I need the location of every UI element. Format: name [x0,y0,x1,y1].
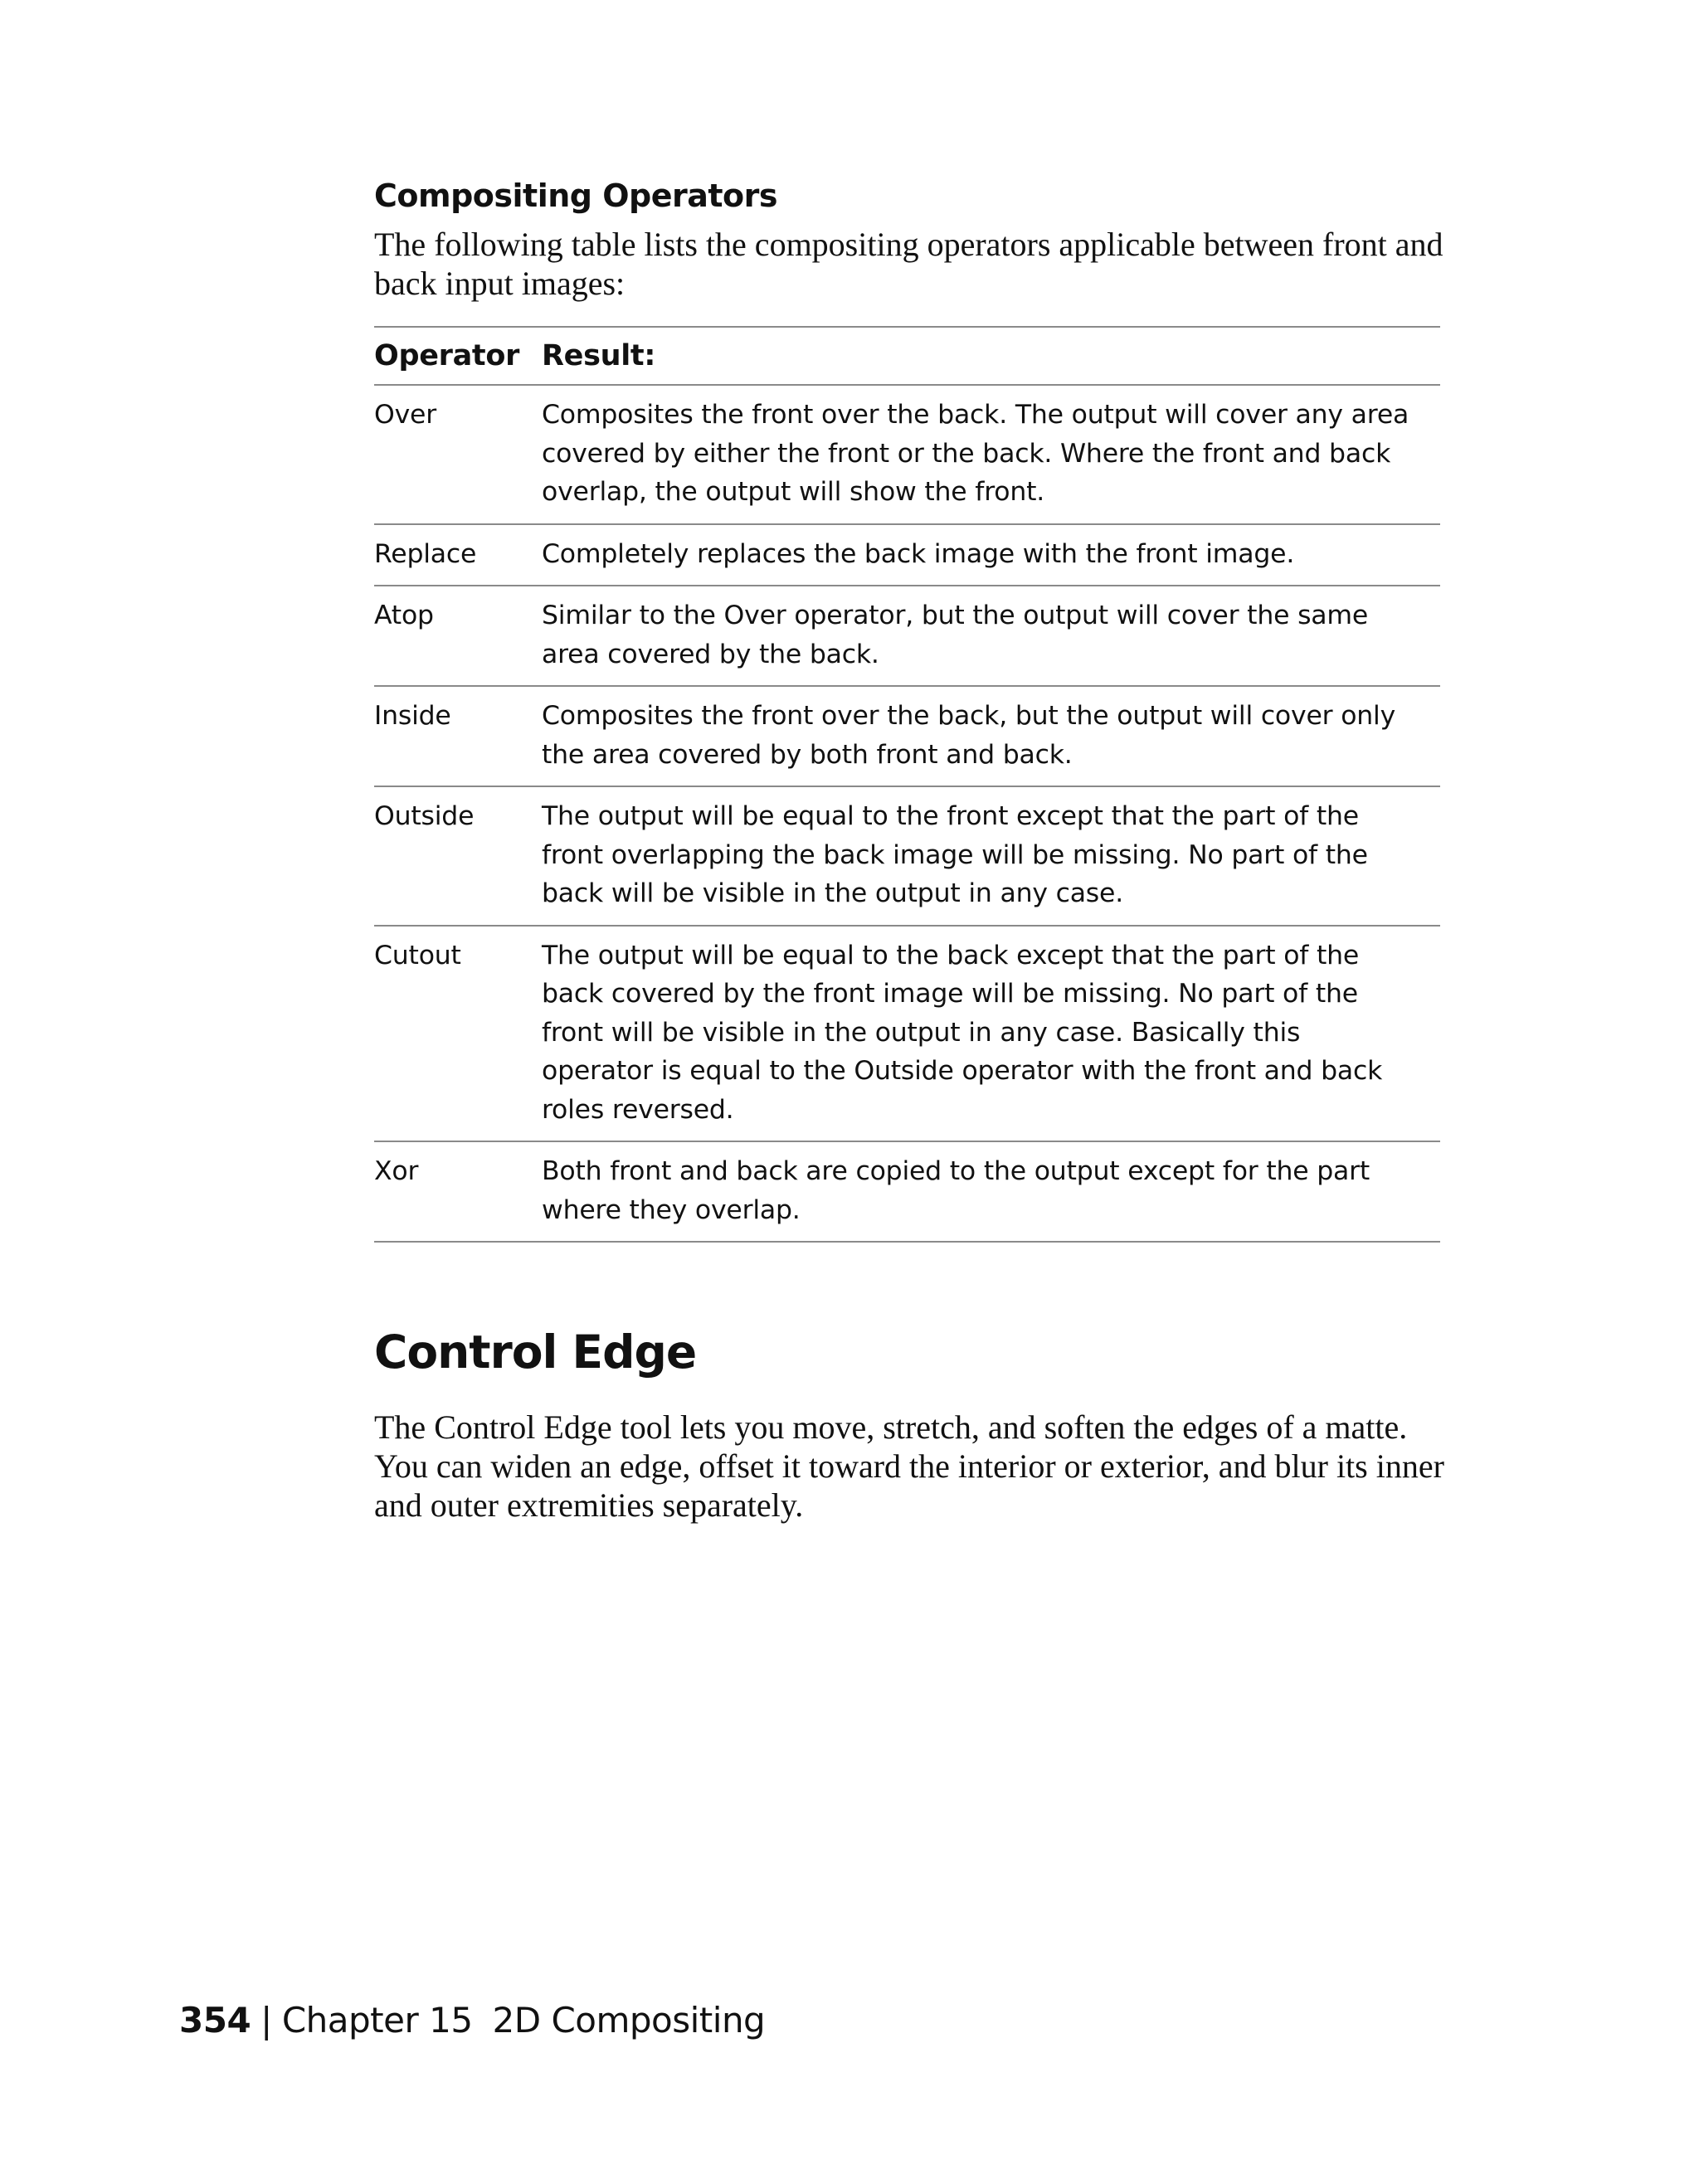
operator-cell: Outside [374,801,475,831]
page-footer [179,2000,765,2041]
table-row [374,787,1440,927]
footer-separator: | [260,2000,272,2041]
table-row [374,386,1440,525]
operator-cell: Replace [374,538,477,569]
result-cell: The output will be equal to the front except that the part of the front overlapping the back image will be missing. No part of the back will be visible in the output in any case. [542,801,1368,908]
table-row [374,927,1440,1143]
intro-paragraph: The following table lists the compositing operators applicable between front and back input images: [374,226,1443,302]
section-heading: Compositing Operators [374,178,778,214]
operator-cell: Atop [374,601,434,630]
header-operator: Operator [374,339,520,372]
table-row [374,586,1440,687]
table-row [374,525,1440,587]
chapter-label: Chapter 15 [281,2000,473,2041]
table-row [374,1142,1440,1243]
chapter-title: 2D Compositing [492,2000,766,2041]
control-edge-paragraph: The Control Edge tool lets you move, stretch, and soften the edges of a matte. You can widen an edge, offset it toward the interior or exterior, and blur its inner and outer extremities separately. [374,1408,1444,1524]
result-cell: Composites the front over the back. The output will cover any area covered by either the front or the back. Where the front and back overlap, the output will show the front. [542,400,1409,507]
result-cell: Similar to the Over operator, but the output will cover the same area covered by the back. [542,601,1369,669]
header-result: Result: [542,339,656,372]
operator-cell: Inside [374,701,451,731]
operator-cell: Over [374,400,436,430]
page-number: 354 [179,2000,251,2041]
result-cell: Both front and back are copied to the output except for the part where they overlap. [542,1156,1370,1225]
operators-table [374,326,1440,1243]
operator-cell: Cutout [374,940,461,970]
table-header-row [374,328,1440,386]
operator-cell: Xor [374,1156,419,1186]
control-edge-heading: Control Edge [374,1325,697,1379]
result-cell: Completely replaces the back image with the front image. [542,538,1295,569]
table-row [374,687,1440,787]
result-cell: Composites the front over the back, but the output will cover only the area covered by both front and back. [542,701,1396,770]
result-cell: The output will be equal to the back except that the part of the back covered by the front image will be missing. No part of the front will be visible in the output in any case. Basically this operator is equal to the Outside operator with the front and back roles reversed. [542,940,1383,1125]
